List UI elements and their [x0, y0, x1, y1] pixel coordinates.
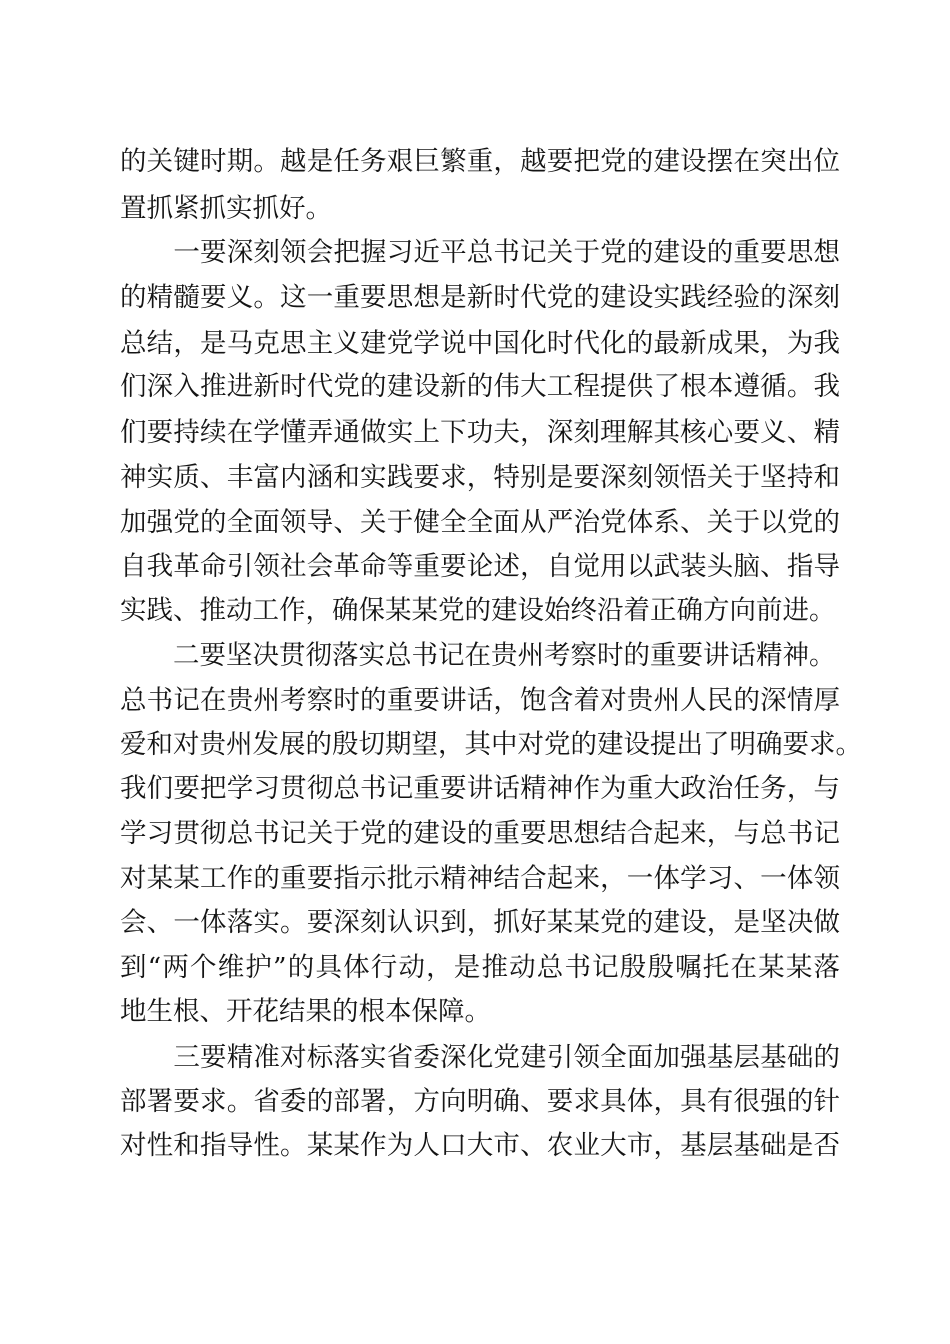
text-line: 们要持续在学懂弄通做实上下功夫，深刻理解其核心要义、精 — [120, 417, 840, 448]
text-line: 对性和指导性。某某作为人口大市、农业大市，基层基础是否 — [120, 1130, 840, 1161]
text-line: 部署要求。省委的部署，方向明确、要求具体，具有很强的针 — [120, 1086, 840, 1117]
text-line: 地生根、开花结果的根本保障。 — [120, 996, 491, 1027]
text-line: 三要精准对标落实省委深化党建引领全面加强基层基础的 — [120, 1042, 840, 1073]
text-line: 置抓紧抓实抓好。 — [120, 193, 332, 224]
text-line: 一要深刻领会把握习近平总书记关于党的建设的重要思想 — [120, 237, 840, 268]
text-line: 的关键时期。越是任务艰巨繁重，越要把党的建设摆在突出位 — [120, 146, 840, 177]
text-line: 学习贯彻总书记关于党的建设的重要思想结合起来，与总书记 — [120, 818, 840, 849]
text-line: 会、一体落实。要深刻认识到，抓好某某党的建设，是坚决做 — [120, 907, 840, 938]
text-line: 二要坚决贯彻落实总书记在贵州考察时的重要讲话精神。 — [120, 640, 836, 671]
text-line: 加强党的全面领导、关于健全全面从严治党体系、关于以党的 — [120, 507, 840, 538]
text-line: 总结，是马克思主义建党学说中国化时代化的最新成果，为我 — [120, 328, 840, 359]
text-line: 实践、推动工作，确保某某党的建设始终沿着正确方向前进。 — [120, 595, 836, 626]
text-line: 的精髓要义。这一重要思想是新时代党的建设实践经验的深刻 — [120, 282, 840, 313]
text-line: 爱和对贵州发展的殷切期望，其中对党的建设提出了明确要求。 — [120, 729, 862, 760]
text-line: 神实质、丰富内涵和实践要求，特别是要深刻领悟关于坚持和 — [120, 462, 840, 493]
text-line: 我们要把学习贯彻总书记重要讲话精神作为重大政治任务，与 — [120, 773, 840, 804]
text-line: 们深入推进新时代党的建设新的伟大工程提供了根本遵循。我 — [120, 371, 840, 402]
text-line: 到“两个维护”的具体行动，是推动总书记殷殷嘱托在某某落 — [120, 952, 840, 983]
text-line: 自我革命引领社会革命等重要论述，自觉用以武装头脑、指导 — [120, 551, 840, 582]
text-line: 总书记在贵州考察时的重要讲话，饱含着对贵州人民的深情厚 — [120, 685, 840, 716]
text-line: 对某某工作的重要指示批示精神结合起来，一体学习、一体领 — [120, 863, 840, 894]
